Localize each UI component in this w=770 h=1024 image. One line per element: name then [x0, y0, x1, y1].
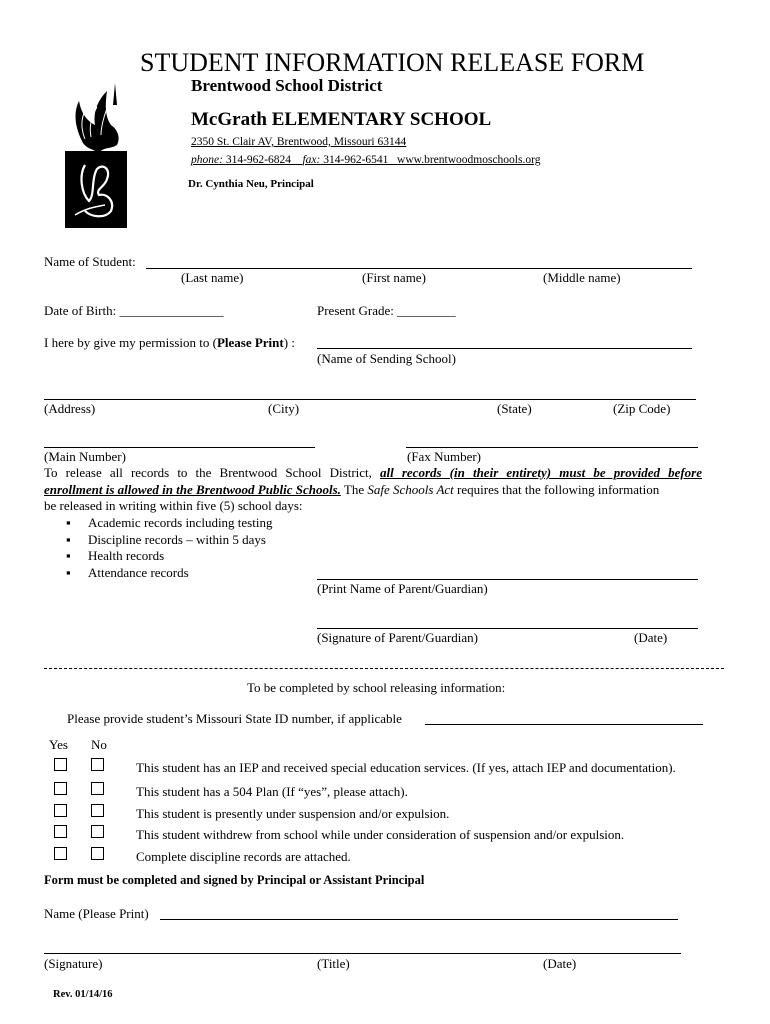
name-print-line[interactable] [160, 919, 678, 920]
zip-caption: (Zip Code) [613, 401, 671, 416]
suspension-no-checkbox[interactable] [91, 804, 104, 817]
date-caption: (Date) [543, 956, 577, 971]
records-list [44, 515, 272, 581]
school-name: McGrath ELEMENTARY SCHOOL [191, 109, 492, 130]
last-name-caption: (Last name) [181, 270, 244, 285]
list-item: ▪ Discipline records – within 5 days [44, 532, 272, 549]
title-caption: (Title) [317, 956, 350, 971]
list-item: ▪ Academic records including testing [44, 515, 272, 532]
suspension-question: This student is presently under suspension and/or expulsion. [136, 806, 450, 821]
release-text-3: requires that the following information [453, 481, 660, 497]
permission-prefix: I here by give my permission to ( [44, 335, 217, 350]
main-number-caption: (Main Number) [44, 449, 126, 464]
school-section-heading: To be completed by school releasing information: [247, 680, 506, 695]
student-name-line[interactable] [146, 268, 692, 269]
sending-school-line[interactable] [317, 348, 692, 349]
parent-print-name-line[interactable] [317, 579, 698, 580]
student-name-label: Name of Student: [44, 254, 136, 269]
state-id-label: Please provide student’s Missouri State ID number, if applicable [67, 711, 402, 726]
permission-statement [44, 335, 295, 351]
present-grade-field[interactable]: Present Grade: _________ [317, 303, 456, 318]
release-paragraph [44, 465, 702, 515]
signature-caption: (Signature) [44, 956, 103, 971]
withdrew-yes-checkbox[interactable] [54, 825, 67, 838]
form-title: STUDENT INFORMATION RELEASE FORM [140, 48, 645, 77]
date-of-birth-field[interactable]: Date of Birth: ________________ [44, 303, 224, 318]
fax-label: fax: [302, 154, 321, 166]
discipline-no-checkbox[interactable] [91, 847, 104, 860]
yes-column-header: Yes [49, 737, 68, 752]
list-item: ▪ Health records [44, 548, 272, 565]
first-name-caption: (First name) [362, 270, 426, 285]
iep-no-checkbox[interactable] [91, 758, 104, 771]
fax-number: 314-962-6541 [323, 154, 389, 166]
revision-label: Rev. 01/14/16 [53, 989, 113, 1000]
withdrew-question: This student withdrew from school while under consideration of suspension and/or expulsion. [136, 827, 625, 842]
discipline-question: Complete discipline records are attached. [136, 849, 351, 864]
middle-name-caption: (Middle name) [543, 270, 621, 285]
fax-number-line[interactable] [406, 447, 698, 448]
no-column-header: No [91, 737, 107, 752]
parent-date-caption: (Date) [634, 630, 668, 645]
release-text-2: The [340, 481, 368, 497]
address-line[interactable] [44, 399, 696, 400]
school-logo-icon [65, 83, 127, 228]
fax-number-caption: (Fax Number) [407, 449, 482, 464]
principal-name: Dr. Cynthia Neu, Principal [188, 178, 314, 190]
phone-label: phone: [191, 154, 223, 166]
parent-signature-caption: (Signature of Parent/Guardian) [317, 630, 479, 645]
release-emphasis-2: enrollment is allowed in the Brentwood Public Schools. [44, 481, 341, 497]
suspension-yes-checkbox[interactable] [54, 804, 67, 817]
release-line-1 [44, 465, 702, 482]
section-divider [44, 668, 724, 669]
phone-number: 314-962-6824 [225, 154, 291, 166]
release-text-1: To release all records to the Brentwood School District, [44, 465, 381, 480]
school-address: 2350 St. Clair AV, Brentwood, Missouri 63144 [191, 136, 407, 148]
iep-yes-checkbox[interactable] [54, 758, 67, 771]
contact-line [191, 154, 540, 166]
parent-print-name-caption: (Print Name of Parent/Guardian) [317, 581, 488, 596]
name-print-label: Name (Please Print) [44, 906, 149, 921]
sending-school-caption: (Name of Sending School) [317, 351, 457, 366]
withdrew-no-checkbox[interactable] [91, 825, 104, 838]
discipline-yes-checkbox[interactable] [54, 847, 67, 860]
iep-question: This student has an IEP and received special education services. (If yes, attach IEP and documentation). [136, 760, 676, 775]
parent-signature-line[interactable] [317, 628, 698, 629]
please-print-label: Please Print [216, 335, 284, 350]
release-line-3: be released in writing within five (5) school days: [44, 498, 303, 513]
plan504-yes-checkbox[interactable] [54, 782, 67, 795]
plan504-question: This student has a 504 Plan (If “yes”, please attach). [136, 784, 408, 799]
list-item: ▪ Attendance records [44, 565, 272, 582]
address-caption: (Address) [44, 401, 96, 416]
principal-signature-notice: Form must be completed and signed by Principal or Assistant Principal [44, 873, 425, 887]
plan504-no-checkbox[interactable] [91, 782, 104, 795]
district-name: Brentwood School District [191, 76, 383, 95]
safe-schools-act: Safe Schools Act [367, 481, 454, 497]
permission-suffix: ) : [283, 335, 295, 350]
state-caption: (State) [497, 401, 532, 416]
city-caption: (City) [268, 401, 300, 416]
release-emphasis-1: all records (in their entirety) must be provided before [380, 465, 703, 480]
website: www.brentwoodmoschools.org [397, 154, 541, 166]
main-number-line[interactable] [44, 447, 315, 448]
official-signature-line[interactable] [44, 953, 681, 954]
release-line-2 [44, 482, 702, 499]
state-id-line[interactable] [425, 724, 703, 725]
